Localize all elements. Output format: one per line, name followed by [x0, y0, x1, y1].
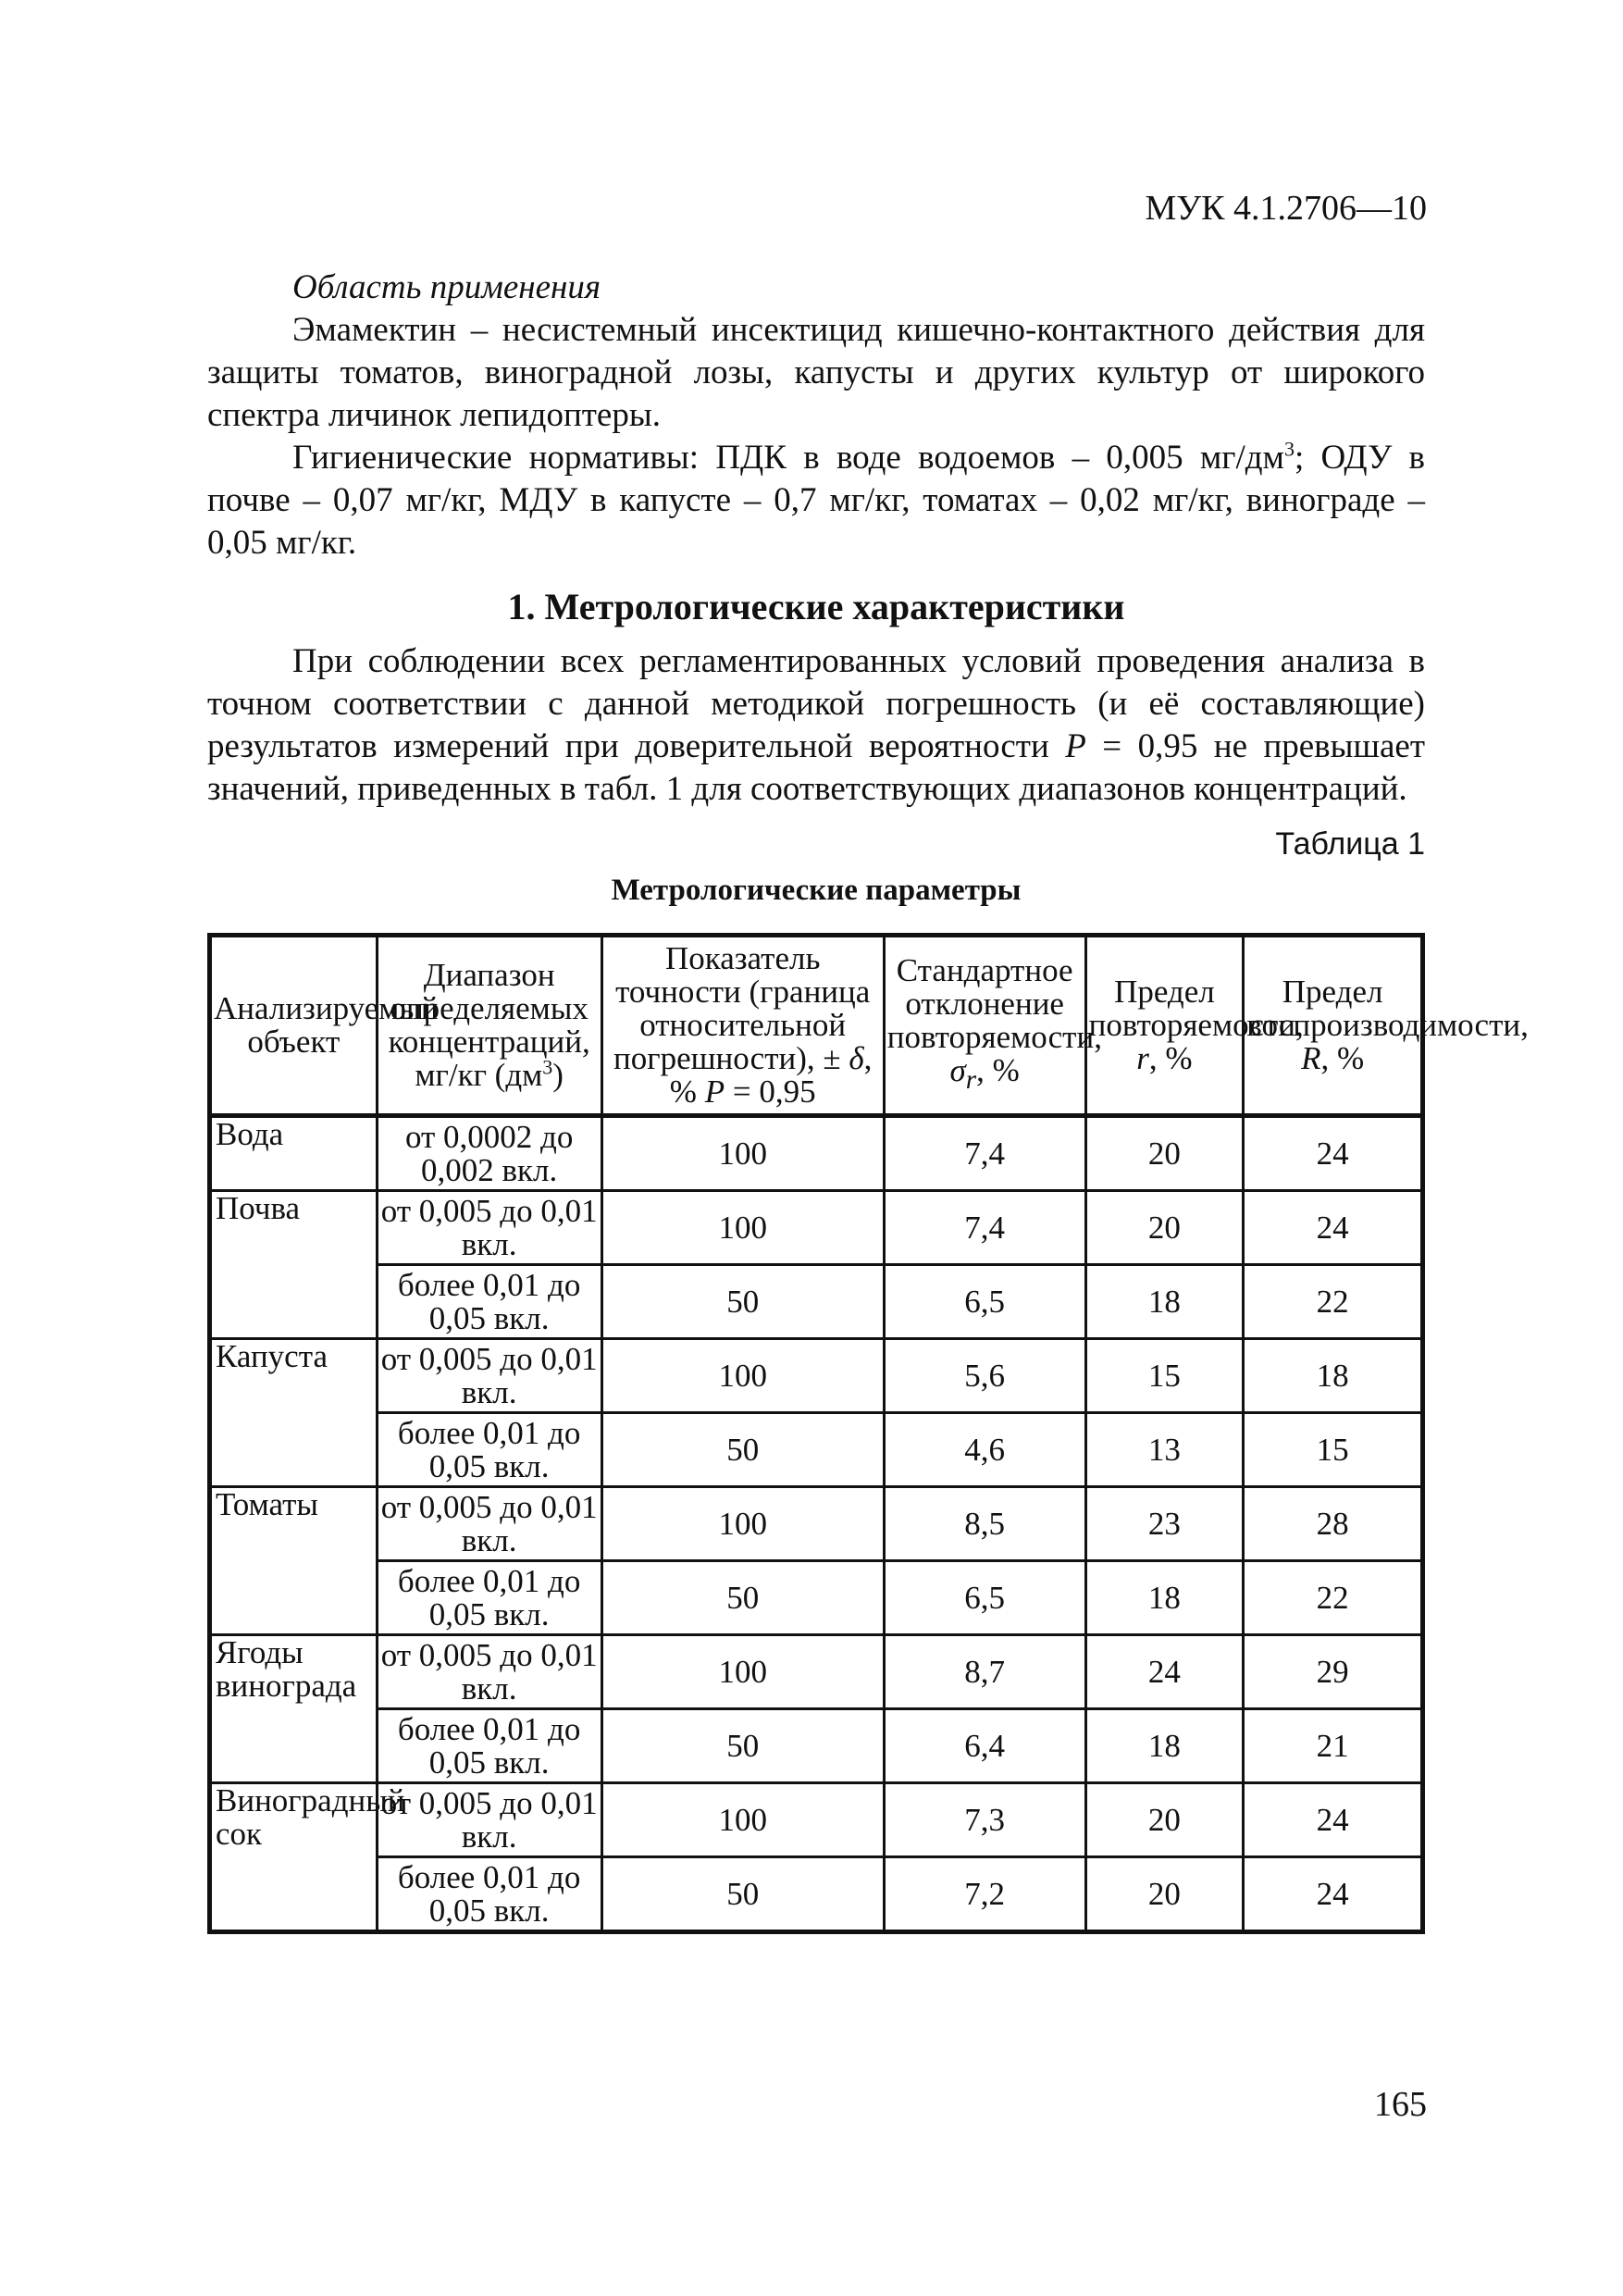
cell-range: более 0,01 до 0,05 вкл. [377, 1857, 601, 1932]
cell-range: от 0,005 до 0,01 вкл. [377, 1635, 601, 1709]
header-repeatability: Предел повторяемости, r, % [1085, 936, 1244, 1116]
cell-rep: 20 [1085, 1116, 1244, 1191]
header-range: Диапазон определяемых концентраций, мг/кг $(дм^3)$ [377, 936, 601, 1116]
cell-accuracy: 50 [601, 1709, 884, 1783]
cell-range: более 0,01 до 0,05 вкл. [377, 1561, 601, 1635]
table-caption: Метрологические параметры [611, 874, 1022, 907]
cell-rep: 24 [1085, 1635, 1244, 1709]
table-row [210, 1783, 1423, 1857]
cell-object: Почва [210, 1191, 378, 1339]
hygiene-paragraph [207, 437, 1425, 565]
table-row [210, 1265, 1423, 1339]
cell-repro: 24 [1244, 1116, 1423, 1191]
cell-rep: 18 [1085, 1561, 1244, 1635]
cell-repro: 24 [1244, 1857, 1423, 1932]
cell-range: от 0,0002 до 0,002 вкл. [377, 1116, 601, 1191]
cell-std: 7,3 [884, 1783, 1085, 1857]
cell-repro: 21 [1244, 1709, 1423, 1783]
table-row [210, 1709, 1423, 1783]
table-row [210, 1487, 1423, 1561]
metrology-table [207, 933, 1529, 1934]
cell-object: Вода [210, 1116, 378, 1191]
cell-rep: 15 [1085, 1339, 1244, 1413]
header-reproducibility: Предел воспроизводимости, R, % [1244, 936, 1423, 1116]
cell-std: 7,2 [884, 1857, 1085, 1932]
cell-object: Капуста [210, 1339, 378, 1487]
cell-rep: 20 [1085, 1783, 1244, 1857]
table-number: Таблица 1 [1275, 826, 1425, 862]
cell-std: 5,6 [884, 1339, 1085, 1413]
table-row [210, 1413, 1423, 1487]
header-accuracy: Показатель точности (граница относительной погрешности), ± δ, % P = 0,95 [601, 936, 884, 1116]
cell-rep: 13 [1085, 1413, 1244, 1487]
cell-accuracy: 50 [601, 1857, 884, 1932]
cell-std: 6,5 [884, 1265, 1085, 1339]
cell-accuracy: 50 [601, 1561, 884, 1635]
cell-accuracy: 100 [601, 1191, 884, 1265]
document-code: МУК 4.1.2706—10 [1145, 189, 1427, 228]
cell-accuracy: 100 [601, 1635, 884, 1709]
scope-paragraph: Эмамектин – несистемный инсектицид кишечно-контактного действия для защиты томатов, виноградной лозы, капусты и других культур от широкого спектра личинок лепидоптеры. [207, 311, 1425, 434]
cell-std: 6,4 [884, 1709, 1085, 1783]
cell-repro: 18 [1244, 1339, 1423, 1413]
cell-std: 7,4 [884, 1116, 1085, 1191]
cell-rep: 23 [1085, 1487, 1244, 1561]
cell-range: от 0,005 до 0,01 вкл. [377, 1339, 601, 1413]
hygiene-text-a: Гигиенические нормативы: ПДК в воде водоемов – 0,005 мг/дм [292, 439, 1284, 477]
cell-rep: 18 [1085, 1709, 1244, 1783]
cell-std: 4,6 [884, 1413, 1085, 1487]
header-object: Анализируемый объект [210, 936, 378, 1116]
cell-range: более 0,01 до 0,05 вкл. [377, 1413, 601, 1487]
table-row [210, 1635, 1423, 1709]
page-content [207, 267, 1529, 1934]
table-header-row [210, 936, 1423, 1116]
section-title: 1. Метрологические характеристики [507, 586, 1125, 627]
cell-accuracy: 50 [601, 1265, 884, 1339]
cell-repro: 22 [1244, 1265, 1423, 1339]
table-body [210, 1116, 1423, 1932]
cell-std: 8,5 [884, 1487, 1085, 1561]
hygiene-sup: 3 [1283, 437, 1295, 461]
cell-accuracy: 100 [601, 1116, 884, 1191]
table-row [210, 1339, 1423, 1413]
cell-accuracy: 100 [601, 1487, 884, 1561]
cell-repro: 24 [1244, 1783, 1423, 1857]
cell-repro: 24 [1244, 1191, 1423, 1265]
cell-range: более 0,01 до 0,05 вкл. [377, 1709, 601, 1783]
cell-accuracy: 100 [601, 1339, 884, 1413]
cell-accuracy: 100 [601, 1783, 884, 1857]
cell-rep: 20 [1085, 1857, 1244, 1932]
cell-repro: 15 [1244, 1413, 1423, 1487]
hygiene-text-b: ; ОДУ в почве – 0,07 мг/кг, МДУ в капусте – 0,7 мг/кг, томатах – 0,02 мг/кг, винограде – 0,05 мг/кг. [207, 439, 1425, 562]
scope-title: Область применения [292, 268, 601, 306]
page-number: 165 [1374, 2085, 1427, 2124]
cell-range: от 0,005 до 0,01 вкл. [377, 1783, 601, 1857]
section-p-symbol: P [1065, 727, 1086, 765]
cell-object: Виноградный сок [210, 1783, 378, 1932]
cell-range: от 0,005 до 0,01 вкл. [377, 1487, 601, 1561]
cell-std: 7,4 [884, 1191, 1085, 1265]
section-text-a: При соблюдении всех регламентированных условий проведения анализа в точном соответствии с данной методикой погрешность (и её составляющие) результатов измерений при доверительной вероятности [207, 642, 1425, 765]
cell-rep: 18 [1085, 1265, 1244, 1339]
cell-range: от 0,005 до 0,01 вкл. [377, 1191, 601, 1265]
cell-repro: 22 [1244, 1561, 1423, 1635]
cell-rep: 20 [1085, 1191, 1244, 1265]
table-row [210, 1191, 1423, 1265]
cell-object: Ягоды винограда [210, 1635, 378, 1783]
cell-std: 8,7 [884, 1635, 1085, 1709]
cell-std: 6,5 [884, 1561, 1085, 1635]
cell-object: Томаты [210, 1487, 378, 1635]
cell-range: более 0,01 до 0,05 вкл. [377, 1265, 601, 1339]
cell-repro: 28 [1244, 1487, 1423, 1561]
header-std-deviation: Стандартное отклонение повторяемости, $\sigma_r$, % [884, 936, 1085, 1116]
cell-accuracy: 50 [601, 1413, 884, 1487]
table-row [210, 1561, 1423, 1635]
table-row [210, 1857, 1423, 1932]
cell-repro: 29 [1244, 1635, 1423, 1709]
section-paragraph [207, 640, 1425, 811]
table-row [210, 1116, 1423, 1191]
section-text-b: = 0,95 не превышает значений, приведенных в табл. 1 для соответствующих диапазонов концентраций. [207, 727, 1426, 808]
